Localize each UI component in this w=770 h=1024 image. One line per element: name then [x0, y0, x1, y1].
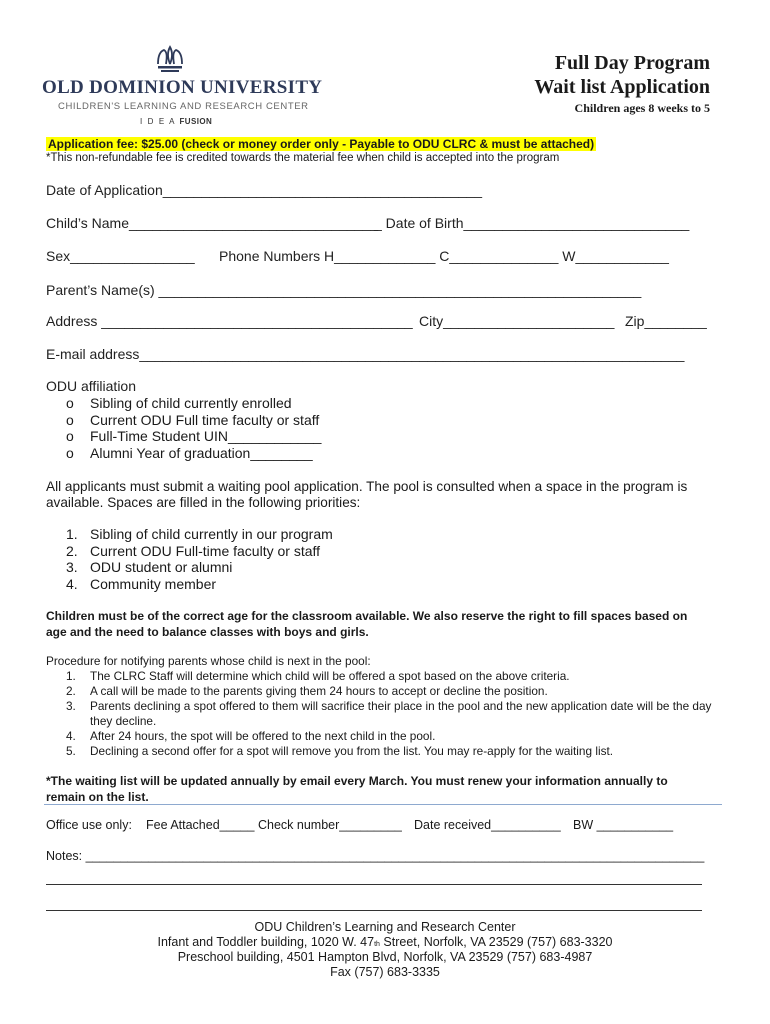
- procedure-list: [66, 669, 726, 759]
- page-title-line1: Full Day Program: [554, 52, 710, 74]
- fee-note: *This non-refundable fee is credited towards the material fee when child is accepted into the program: [46, 152, 560, 164]
- idea-fusion-tag: [140, 117, 212, 126]
- footer-line4: Fax (757) 683-3335: [330, 965, 440, 979]
- university-name: OLD DOMINION UNIVERSITY: [42, 77, 323, 98]
- date-received-field[interactable]: Date received__________: [414, 818, 561, 832]
- center-name: CHILDREN'S LEARNING AND RESEARCH CENTER: [58, 101, 309, 112]
- age-notice-line1: Children must be of the correct age for the classroom available. We also reserve the right to fill spaces based on: [46, 609, 688, 623]
- priority-list: [66, 526, 333, 592]
- crown-icon: [152, 44, 188, 74]
- footer-line2: Infant and Toddler building, 1020 W. 47th Street, Norfolk, VA 23529 (757) 683-3320: [157, 935, 613, 949]
- notes-line[interactable]: [46, 884, 702, 885]
- update-notice-line2: remain on the list.: [46, 790, 149, 804]
- affiliation-option[interactable]: o Full-Time Student UIN____________: [66, 428, 322, 444]
- parents-name-field[interactable]: Parent’s Name(s) ______________________________________________________________: [46, 282, 642, 298]
- affiliation-option[interactable]: o Current ODU Full time faculty or staff: [66, 411, 320, 428]
- checkbox-bullet-icon[interactable]: o: [66, 444, 74, 461]
- pool-paragraph-line2: available. Spaces are filled in the following priorities:: [46, 495, 361, 510]
- city-field[interactable]: City______________________: [419, 313, 615, 329]
- list-item: 3. Parents declining a spot offered to them will sacrifice their place in the pool and the new application date will be the day they decline.: [66, 699, 712, 728]
- update-notice-line1: *The waiting list will be updated annually by email every March. You must renew your information annually to: [46, 774, 668, 788]
- affiliation-option[interactable]: o Sibling of child currently enrolled: [66, 395, 292, 411]
- zip-field[interactable]: Zip________: [625, 313, 707, 329]
- check-number-field[interactable]: Check number_________: [258, 818, 402, 832]
- bw-field[interactable]: BW ___________: [573, 818, 674, 832]
- footer-line3: Preschool building, 4501 Hampton Blvd, Norfolk, VA 23529 (757) 683-4987: [177, 950, 593, 964]
- email-field[interactable]: E-mail address______________________________________________________________________: [46, 346, 685, 362]
- checkbox-bullet-icon[interactable]: o: [66, 428, 74, 444]
- list-item: 2. Current ODU Full-time faculty or staff: [66, 542, 321, 559]
- age-notice-line2: age and the need to balance classes with boys and girls.: [46, 625, 369, 639]
- footer-line1: ODU Children’s Learning and Research Center: [254, 920, 516, 934]
- list-item: 4. After 24 hours, the spot will be offered to the next child in the pool.: [66, 729, 436, 743]
- checkbox-bullet-icon[interactable]: o: [66, 395, 74, 411]
- affiliation-option[interactable]: o Alumni Year of graduation________: [66, 444, 313, 461]
- phone-numbers-field[interactable]: Phone Numbers H_____________ C______________ W____________: [219, 248, 669, 264]
- pool-paragraph-line1: All applicants must submit a waiting pool application. The pool is consulted when a space in the program is: [46, 479, 688, 494]
- childs-name-field[interactable]: Child’s Name________________________________: [46, 215, 379, 231]
- sex-field[interactable]: Sex________________: [46, 248, 195, 264]
- affiliation-options: [66, 395, 321, 461]
- procedure-title: Procedure for notifying parents whose child is next in the pool:: [46, 654, 371, 668]
- list-item: 4. Community member: [66, 575, 217, 592]
- date-of-application-field[interactable]: Date of Application_________________________________________: [46, 182, 482, 198]
- application-fee-notice: Application fee: $25.00 (check or money order only - Payable to ODU CLRC & must be attached): [48, 137, 595, 151]
- address-field[interactable]: Address ________________________________________: [46, 313, 413, 329]
- page-subtitle: Children ages 8 weeks to 5: [574, 101, 710, 115]
- tag-suffix: FUSION: [179, 117, 213, 126]
- list-item: 2. A call will be made to the parents giving them 24 hours to accept or decline the position.: [66, 684, 548, 698]
- list-item: 1. The CLRC Staff will determine which child will be offered a spot based on the above criteria.: [66, 669, 570, 683]
- fee-attached-field[interactable]: Fee Attached_____: [146, 818, 255, 832]
- office-use-label: Office use only:: [46, 818, 132, 832]
- tag-prefix: I D E A: [140, 117, 176, 126]
- checkbox-bullet-icon[interactable]: o: [66, 411, 74, 428]
- affiliation-heading: ODU affiliation: [46, 378, 137, 394]
- notes-line[interactable]: [46, 910, 702, 911]
- list-item: 3. ODU student or alumni: [66, 559, 233, 575]
- page-title-line2: Wait list Application: [534, 76, 710, 98]
- date-of-birth-field[interactable]: _ Date of Birth_____________________________: [374, 215, 690, 231]
- divider: [44, 804, 722, 805]
- notes-field[interactable]: Notes: _________________________________________________________________________________________: [46, 849, 705, 863]
- list-item: 5. Declining a second offer for a spot will remove you from the list. You may re-apply for the waiting list.: [66, 744, 614, 758]
- list-item: 1. Sibling of child currently in our program: [66, 526, 333, 542]
